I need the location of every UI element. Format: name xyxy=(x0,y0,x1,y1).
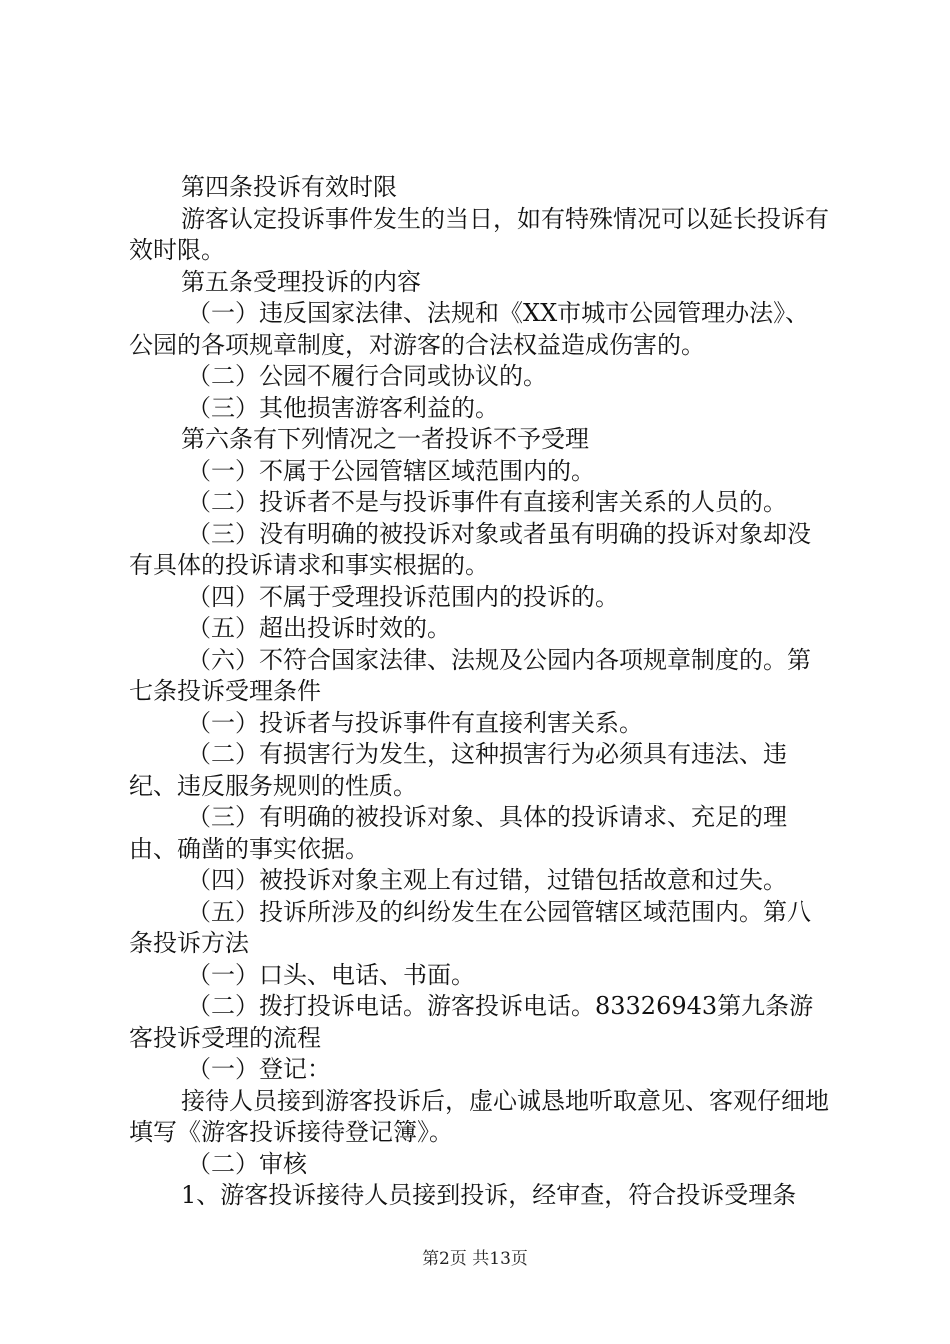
paragraph: 第四条投诉有效时限 xyxy=(181,173,397,201)
paragraph: 1、游客投诉接待人员接到投诉，经审查，符合投诉受理条 xyxy=(181,1181,797,1209)
paragraph: （三）没有明确的被投诉对象或者虽有明确的投诉对象却没有具体的投诉请求和事实根据的。 xyxy=(129,519,811,579)
paragraph: 第六条有下列情况之一者投诉不予受理 xyxy=(181,425,589,453)
paragraph: 游客认定投诉事件发生的当日，如有特殊情况可以延长投诉有效时限。 xyxy=(129,204,829,264)
paragraph: （二）拨打投诉电话。游客投诉电话。83326943第九条游客投诉受理的流程 xyxy=(129,992,814,1052)
paragraph: （五）投诉所涉及的纠纷发生在公园管辖区域范围内。第八条投诉方法 xyxy=(129,897,811,957)
paragraph: （一）违反国家法律、法规和《XX市城市公园管理办法》、公园的各项规章制度，对游客的合法权益造成伤害的。 xyxy=(129,299,810,359)
paragraph: （一）不属于公园管辖区域范围内的。 xyxy=(187,456,595,485)
paragraph: （四）被投诉对象主观上有过错，过错包括故意和过失。 xyxy=(187,866,787,894)
paragraph: （二）有损害行为发生，这种损害行为必须具有违法、违纪、违反服务规则的性质。 xyxy=(129,740,787,800)
paragraph: （三）有明确的被投诉对象、具体的投诉请求、充足的理由、确凿的事实依据。 xyxy=(129,803,787,863)
paragraph: （四）不属于受理投诉范围内的投诉的。 xyxy=(187,582,619,611)
paragraph: （六）不符合国家法律、法规及公园内各项规章制度的。第七条投诉受理条件 xyxy=(129,645,811,705)
paragraph: （二）审核 xyxy=(187,1149,307,1178)
paragraph: 接待人员接到游客投诉后，虚心诚恳地听取意见、客观仔细地填写《游客投诉接待登记簿》。 xyxy=(129,1086,829,1146)
paragraph: （一）登记： xyxy=(187,1055,331,1083)
paragraph: （五）超出投诉时效的。 xyxy=(187,614,451,642)
paragraph: 第五条受理投诉的内容 xyxy=(181,267,421,296)
paragraph: （一）口头、电话、书面。 xyxy=(187,960,475,989)
paragraph: （二）投诉者不是与投诉事件有直接利害关系的人员的。 xyxy=(187,488,787,516)
paragraph: （三）其他损害游客利益的。 xyxy=(187,393,499,422)
paragraph: （二）公园不履行合同或协议的。 xyxy=(187,362,547,390)
document-body xyxy=(129,172,833,1212)
page-footer: 第2页 共13页 xyxy=(422,1249,528,1269)
paragraph: （一）投诉者与投诉事件有直接利害关系。 xyxy=(187,708,643,737)
